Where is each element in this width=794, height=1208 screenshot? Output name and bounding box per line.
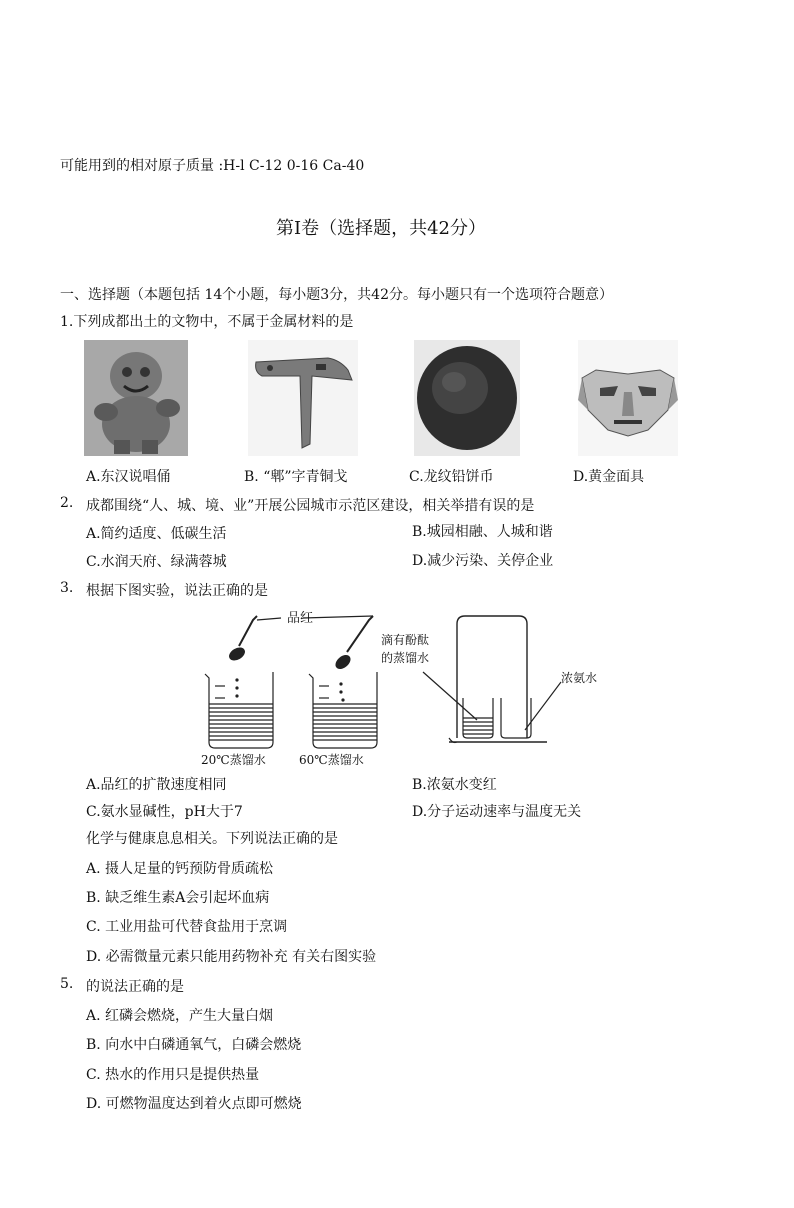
bronze-ge-image xyxy=(248,340,358,456)
q1-option-a: A.东汉说唱俑 xyxy=(86,469,171,485)
q4-option-a: A. 摄人足量的钙预防骨质疏松 xyxy=(86,861,274,877)
q5-option-a: A. 红磷会燃烧，产生大量白烟 xyxy=(86,1008,274,1024)
q3-option-a: A.品红的扩散速度相同 xyxy=(86,777,227,793)
q5-stem: 的说法正确的是 xyxy=(86,979,184,995)
q3-option-b: B.浓氨水变红 xyxy=(412,777,497,793)
q4-option-b: B. 缺乏维生素A会引起坏血病 xyxy=(86,890,270,906)
q2-option-c: C.水润天府、绿满蓉城 xyxy=(86,554,227,570)
q3-number: 3. xyxy=(60,580,74,596)
phenolphthalein-label-line2: 的蒸馏水 xyxy=(381,651,430,665)
q2-number: 2. xyxy=(60,495,74,511)
q4-stem: 化学与健康息息相关。下列说法正确的是 xyxy=(86,831,338,847)
atomic-mass-line: 可能用到的相对原子质量 :H-l C-12 0-16 Ca-40 xyxy=(60,158,365,174)
diffusion-experiment-figure xyxy=(195,602,615,772)
dye-label: 品红 xyxy=(287,611,314,626)
q1-option-d: D.黄金面具 xyxy=(573,469,645,485)
q5-option-d: D. 可燃物温度达到着火点即可燃烧 xyxy=(86,1096,302,1112)
section-title: 第I卷（选择题，共42分） xyxy=(276,218,487,239)
q3-option-d: D.分子运动速率与温度无关 xyxy=(412,804,582,820)
q5-number: 5. xyxy=(60,976,74,992)
phenolphthalein-label-line1: 滴有酚酞 xyxy=(381,633,430,647)
beaker-20c-label: 20℃蒸馏水 xyxy=(201,753,266,767)
q4-option-d: D. 必需微量元素只能用药物补充 有关右图实验 xyxy=(86,949,377,965)
ammonia-label: 浓氨水 xyxy=(561,671,598,685)
q2-stem: 成都围绕“人、城、境、业”开展公园城市示范区建设，相关举措有误的是 xyxy=(86,498,535,514)
figurine-image xyxy=(84,340,188,456)
q1-option-b: B. “郫”字青铜戈 xyxy=(244,469,348,485)
q3-option-c: C.氨水显碱性，pH大于7 xyxy=(86,804,243,820)
lead-coin-image xyxy=(414,340,520,456)
beaker-60c-label: 60℃蒸馏水 xyxy=(299,753,364,767)
section-instructions: 一、选择题（本题包括 14个小题，每小题3分，共42分。每小题只有一个选项符合题意） xyxy=(60,287,613,303)
q2-option-b: B.城园相融、人城和谐 xyxy=(412,524,553,540)
q4-option-c: C. 工业用盐可代替食盐用于烹调 xyxy=(86,919,288,935)
q5-option-c: C. 热水的作用只是提供热量 xyxy=(86,1067,260,1083)
q5-option-b: B. 向水中白磷通氧气，白磷会燃烧 xyxy=(86,1037,302,1053)
q1-option-c: C.龙纹铅饼币 xyxy=(409,469,494,485)
q2-option-d: D.减少污染、关停企业 xyxy=(412,553,554,569)
q3-stem: 根据下图实验，说法正确的是 xyxy=(86,583,268,599)
q2-option-a: A.简约适度、低碳生活 xyxy=(86,526,227,542)
q1-stem: 1.下列成都出土的文物中，不属于金属材料的是 xyxy=(60,314,354,330)
gold-mask-image xyxy=(578,340,678,456)
